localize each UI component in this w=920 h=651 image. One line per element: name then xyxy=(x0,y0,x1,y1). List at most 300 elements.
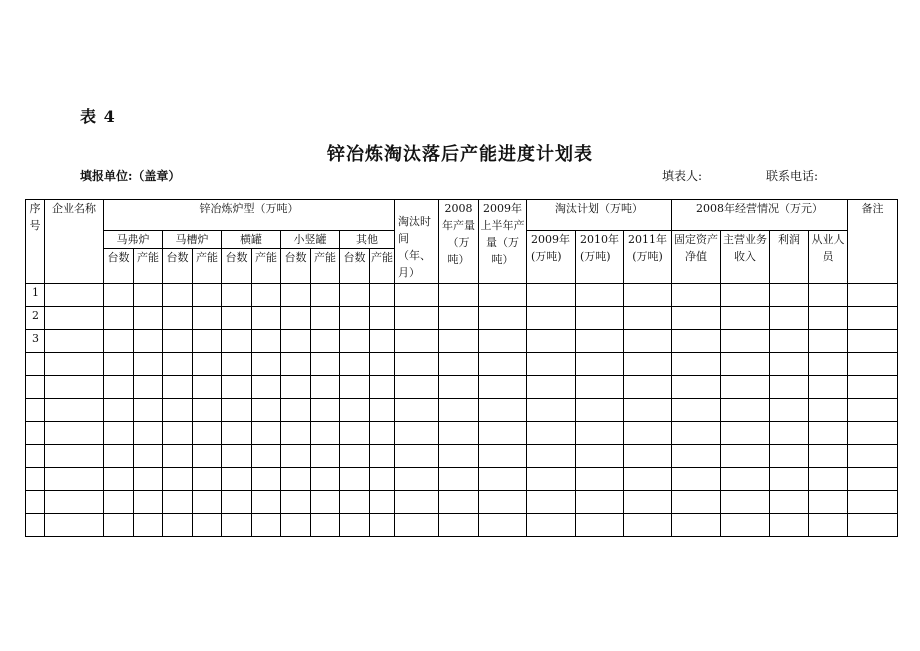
table-cell[interactable] xyxy=(721,468,770,491)
table-cell[interactable] xyxy=(134,514,163,537)
table-cell[interactable] xyxy=(193,307,222,330)
row-number[interactable] xyxy=(26,491,45,514)
furnace-type-header: 其他 xyxy=(340,231,395,249)
table-cell[interactable] xyxy=(193,284,222,307)
table-cell[interactable] xyxy=(281,330,311,353)
table-cell[interactable] xyxy=(193,514,222,537)
table-cell[interactable] xyxy=(576,491,624,514)
table-cell[interactable] xyxy=(193,353,222,376)
table-cell[interactable] xyxy=(439,284,479,307)
table-cell[interactable] xyxy=(848,445,898,468)
table-cell[interactable] xyxy=(340,445,370,468)
table-cell[interactable] xyxy=(576,514,624,537)
table-cell[interactable] xyxy=(848,376,898,399)
table-cell[interactable] xyxy=(672,399,721,422)
table-cell[interactable] xyxy=(479,468,527,491)
table-cell[interactable] xyxy=(527,399,576,422)
table-cell[interactable] xyxy=(104,445,134,468)
table-cell[interactable] xyxy=(721,376,770,399)
table-row xyxy=(26,307,898,330)
table-cell[interactable] xyxy=(624,284,672,307)
table-cell[interactable] xyxy=(672,353,721,376)
table-cell[interactable] xyxy=(439,330,479,353)
row-number[interactable] xyxy=(26,353,45,376)
table-cell[interactable] xyxy=(395,353,439,376)
table-body xyxy=(26,284,898,537)
plan-2009-header: 2009年(万吨) xyxy=(527,231,576,284)
table-cell[interactable] xyxy=(370,445,395,468)
table-cell[interactable] xyxy=(163,376,193,399)
table-cell[interactable] xyxy=(527,491,576,514)
table-cell[interactable] xyxy=(395,468,439,491)
table-cell[interactable] xyxy=(340,353,370,376)
table-cell[interactable] xyxy=(809,330,848,353)
count-header: 台数 xyxy=(163,249,193,284)
table-cell[interactable] xyxy=(340,468,370,491)
table-cell[interactable] xyxy=(134,445,163,468)
table-cell[interactable] xyxy=(370,514,395,537)
table-cell[interactable] xyxy=(252,514,281,537)
table-cell[interactable] xyxy=(45,284,104,307)
table-cell[interactable] xyxy=(252,491,281,514)
phone-label: 联系电话: xyxy=(766,169,819,183)
table-cell[interactable] xyxy=(848,422,898,445)
table-cell[interactable] xyxy=(134,330,163,353)
table-cell[interactable] xyxy=(721,307,770,330)
table-cell[interactable] xyxy=(721,514,770,537)
table-cell[interactable] xyxy=(340,307,370,330)
table-cell[interactable] xyxy=(479,376,527,399)
table-cell[interactable] xyxy=(672,491,721,514)
company-header: 企业名称 xyxy=(45,200,104,284)
table-cell[interactable] xyxy=(163,330,193,353)
table-cell[interactable] xyxy=(395,376,439,399)
table-cell[interactable] xyxy=(252,376,281,399)
table-cell[interactable] xyxy=(163,514,193,537)
table-cell[interactable] xyxy=(104,284,134,307)
table-cell[interactable] xyxy=(809,284,848,307)
table-cell[interactable] xyxy=(340,376,370,399)
table-cell[interactable] xyxy=(163,353,193,376)
table-cell[interactable] xyxy=(252,468,281,491)
table-cell[interactable] xyxy=(134,468,163,491)
table-cell[interactable] xyxy=(770,514,809,537)
table-cell[interactable] xyxy=(848,399,898,422)
table-cell[interactable] xyxy=(311,445,340,468)
table-cell[interactable] xyxy=(134,376,163,399)
table-cell[interactable] xyxy=(395,514,439,537)
fill-unit-label: 填报单位:（盖章） xyxy=(80,169,181,183)
table-cell[interactable] xyxy=(340,284,370,307)
table-cell[interactable] xyxy=(848,353,898,376)
table-cell[interactable] xyxy=(163,468,193,491)
plan-table xyxy=(25,199,898,537)
table-cell[interactable] xyxy=(527,468,576,491)
table-cell[interactable] xyxy=(624,491,672,514)
table-cell[interactable] xyxy=(370,491,395,514)
capacity-header: 产能 xyxy=(252,249,281,284)
table-cell[interactable] xyxy=(809,353,848,376)
furnace-type-header: 小竖罐 xyxy=(281,231,340,249)
row-number[interactable] xyxy=(26,514,45,537)
table-cell[interactable] xyxy=(104,491,134,514)
table-cell[interactable] xyxy=(281,491,311,514)
ops-group-header: 2008年经营情况（万元） xyxy=(672,200,848,231)
table-cell[interactable] xyxy=(672,445,721,468)
table-cell[interactable] xyxy=(672,330,721,353)
table-cell[interactable] xyxy=(222,353,252,376)
table-cell[interactable] xyxy=(340,491,370,514)
table-row xyxy=(26,491,898,514)
table-cell[interactable] xyxy=(770,330,809,353)
table-cell[interactable] xyxy=(770,376,809,399)
table-cell[interactable] xyxy=(163,445,193,468)
plan-2011-header: 2011年(万吨) xyxy=(624,231,672,284)
output-2009h1-header: 2009年上半年产量（万吨） xyxy=(479,200,527,284)
table-cell[interactable] xyxy=(252,307,281,330)
table-cell[interactable] xyxy=(222,330,252,353)
table-row xyxy=(26,514,898,537)
table-cell[interactable] xyxy=(311,330,340,353)
table-cell[interactable] xyxy=(193,330,222,353)
furnace-type-header: 马弗炉 xyxy=(104,231,163,249)
table-cell[interactable] xyxy=(479,307,527,330)
row-number[interactable] xyxy=(26,445,45,468)
table-cell[interactable] xyxy=(439,353,479,376)
table-cell[interactable] xyxy=(624,353,672,376)
remarks-header: 备注 xyxy=(848,200,898,284)
table-cell[interactable] xyxy=(479,284,527,307)
table-cell[interactable] xyxy=(134,399,163,422)
table-cell[interactable] xyxy=(624,399,672,422)
table-cell[interactable] xyxy=(770,468,809,491)
table-cell[interactable] xyxy=(672,376,721,399)
table-cell[interactable] xyxy=(370,330,395,353)
table-cell[interactable] xyxy=(848,468,898,491)
table-cell[interactable] xyxy=(395,284,439,307)
table-cell[interactable] xyxy=(395,330,439,353)
table-cell[interactable] xyxy=(527,376,576,399)
table-cell[interactable] xyxy=(672,468,721,491)
table-cell[interactable] xyxy=(104,307,134,330)
table-cell[interactable] xyxy=(848,307,898,330)
table-cell[interactable] xyxy=(770,353,809,376)
table-cell[interactable] xyxy=(439,491,479,514)
count-header: 台数 xyxy=(222,249,252,284)
table-cell[interactable] xyxy=(252,353,281,376)
table-cell[interactable] xyxy=(721,284,770,307)
table-cell[interactable] xyxy=(439,422,479,445)
furnace-type-header: 马槽炉 xyxy=(163,231,222,249)
table-cell[interactable] xyxy=(721,399,770,422)
count-header: 台数 xyxy=(281,249,311,284)
table-cell[interactable] xyxy=(252,422,281,445)
table-cell[interactable] xyxy=(340,422,370,445)
table-cell[interactable] xyxy=(721,491,770,514)
table-cell[interactable] xyxy=(163,491,193,514)
row-number[interactable] xyxy=(26,376,45,399)
table-row xyxy=(26,353,898,376)
table-cell[interactable] xyxy=(163,307,193,330)
table-cell[interactable] xyxy=(721,330,770,353)
table-cell[interactable] xyxy=(45,468,104,491)
table-cell[interactable] xyxy=(163,422,193,445)
table-cell[interactable] xyxy=(624,468,672,491)
table-cell[interactable] xyxy=(672,422,721,445)
table-cell[interactable] xyxy=(672,307,721,330)
table-cell[interactable] xyxy=(770,445,809,468)
table-cell[interactable] xyxy=(45,422,104,445)
table-cell[interactable] xyxy=(222,399,252,422)
table-cell[interactable] xyxy=(45,491,104,514)
table-cell[interactable] xyxy=(370,376,395,399)
plan-group-header: 淘汰计划（万吨） xyxy=(527,200,672,231)
seq-header: 序号 xyxy=(26,200,45,284)
table-cell[interactable] xyxy=(281,353,311,376)
table-cell[interactable] xyxy=(439,445,479,468)
table-cell[interactable] xyxy=(479,422,527,445)
table-cell[interactable] xyxy=(770,422,809,445)
table-cell[interactable] xyxy=(370,307,395,330)
table-cell[interactable] xyxy=(576,422,624,445)
table-cell[interactable] xyxy=(809,399,848,422)
table-cell[interactable] xyxy=(624,376,672,399)
table-cell[interactable] xyxy=(222,422,252,445)
table-cell[interactable] xyxy=(576,445,624,468)
table-cell[interactable] xyxy=(624,445,672,468)
table-cell[interactable] xyxy=(527,353,576,376)
table-cell[interactable] xyxy=(311,491,340,514)
capacity-header: 产能 xyxy=(370,249,395,284)
table-cell[interactable] xyxy=(134,353,163,376)
table-cell[interactable] xyxy=(134,491,163,514)
table-cell[interactable] xyxy=(479,491,527,514)
table-cell[interactable] xyxy=(395,445,439,468)
row-number[interactable] xyxy=(26,468,45,491)
table-row xyxy=(26,284,898,307)
revenue-header: 主营业务收入 xyxy=(721,231,770,284)
table-cell[interactable] xyxy=(770,491,809,514)
table-cell[interactable] xyxy=(809,445,848,468)
table-cell[interactable] xyxy=(809,376,848,399)
table-cell[interactable] xyxy=(370,284,395,307)
table-row xyxy=(26,399,898,422)
table-cell[interactable] xyxy=(770,284,809,307)
table-cell[interactable] xyxy=(809,422,848,445)
profit-header: 利润 xyxy=(770,231,809,284)
row-number[interactable]: 2 xyxy=(26,307,45,330)
table-cell[interactable] xyxy=(104,468,134,491)
output-2008-header: 2008年产量（万吨） xyxy=(439,200,479,284)
table-cell[interactable] xyxy=(479,330,527,353)
table-cell[interactable] xyxy=(104,353,134,376)
table-cell[interactable] xyxy=(222,468,252,491)
table-cell[interactable] xyxy=(576,468,624,491)
capacity-header: 产能 xyxy=(193,249,222,284)
table-cell[interactable] xyxy=(340,399,370,422)
table-header xyxy=(26,200,898,284)
table-row xyxy=(26,468,898,491)
table-cell[interactable] xyxy=(222,307,252,330)
table-cell[interactable] xyxy=(527,514,576,537)
table-cell[interactable] xyxy=(311,284,340,307)
table-cell[interactable] xyxy=(281,284,311,307)
table-cell[interactable] xyxy=(576,353,624,376)
eliminate-time-header: 淘汰时间（年、月） xyxy=(395,200,439,284)
table-cell[interactable] xyxy=(370,422,395,445)
table-cell[interactable] xyxy=(193,399,222,422)
table-cell[interactable] xyxy=(134,284,163,307)
table-number: 表 4 xyxy=(80,107,116,126)
row-number[interactable]: 1 xyxy=(26,284,45,307)
table-cell[interactable] xyxy=(672,514,721,537)
table-cell[interactable] xyxy=(370,353,395,376)
count-header: 台数 xyxy=(104,249,134,284)
table-cell[interactable] xyxy=(848,491,898,514)
table-cell[interactable] xyxy=(576,307,624,330)
table-cell[interactable] xyxy=(770,307,809,330)
table-row xyxy=(26,376,898,399)
table-cell[interactable] xyxy=(340,330,370,353)
table-cell[interactable] xyxy=(809,491,848,514)
table-cell[interactable] xyxy=(281,468,311,491)
furnace-type-header: 横罐 xyxy=(222,231,281,249)
table-cell[interactable] xyxy=(370,399,395,422)
table-cell[interactable] xyxy=(104,422,134,445)
table-cell[interactable] xyxy=(624,330,672,353)
table-cell[interactable] xyxy=(104,330,134,353)
table-cell[interactable] xyxy=(134,307,163,330)
table-cell[interactable] xyxy=(576,376,624,399)
table-cell[interactable] xyxy=(311,468,340,491)
table-cell[interactable] xyxy=(193,445,222,468)
table-cell[interactable] xyxy=(340,514,370,537)
table-cell[interactable] xyxy=(809,307,848,330)
table-cell[interactable] xyxy=(311,399,340,422)
table-cell[interactable] xyxy=(134,422,163,445)
table-cell[interactable] xyxy=(45,376,104,399)
table-cell[interactable] xyxy=(104,514,134,537)
table-cell[interactable] xyxy=(281,422,311,445)
table-cell[interactable] xyxy=(395,422,439,445)
row-number[interactable]: 3 xyxy=(26,330,45,353)
table-cell[interactable] xyxy=(848,330,898,353)
table-cell[interactable] xyxy=(45,514,104,537)
count-header: 台数 xyxy=(340,249,370,284)
table-cell[interactable] xyxy=(527,307,576,330)
table-cell[interactable] xyxy=(252,330,281,353)
table-row xyxy=(26,330,898,353)
table-row xyxy=(26,445,898,468)
table-cell[interactable] xyxy=(624,514,672,537)
table-cell[interactable] xyxy=(721,353,770,376)
table-cell[interactable] xyxy=(252,284,281,307)
table-cell[interactable] xyxy=(479,445,527,468)
row-number[interactable] xyxy=(26,399,45,422)
table-cell[interactable] xyxy=(479,514,527,537)
table-cell[interactable] xyxy=(222,491,252,514)
table-cell[interactable] xyxy=(45,307,104,330)
table-cell[interactable] xyxy=(770,399,809,422)
table-cell[interactable] xyxy=(311,307,340,330)
table-cell[interactable] xyxy=(672,284,721,307)
table-cell[interactable] xyxy=(193,468,222,491)
table-row xyxy=(26,422,898,445)
table-cell[interactable] xyxy=(395,491,439,514)
table-cell[interactable] xyxy=(527,445,576,468)
table-cell[interactable] xyxy=(222,376,252,399)
employees-header: 从业人员 xyxy=(809,231,848,284)
table-cell[interactable] xyxy=(193,422,222,445)
table-cell[interactable] xyxy=(163,399,193,422)
table-cell[interactable] xyxy=(624,422,672,445)
table-cell[interactable] xyxy=(281,307,311,330)
table-cell[interactable] xyxy=(848,514,898,537)
plan-2010-header: 2010年(万吨) xyxy=(576,231,624,284)
table-cell[interactable] xyxy=(193,376,222,399)
table-cell[interactable] xyxy=(624,307,672,330)
table-cell[interactable] xyxy=(439,514,479,537)
table-cell[interactable] xyxy=(252,445,281,468)
table-cell[interactable] xyxy=(311,422,340,445)
table-cell[interactable] xyxy=(479,353,527,376)
furnace-group-header: 锌冶炼炉型（万吨） xyxy=(104,200,395,231)
table-cell[interactable] xyxy=(311,514,340,537)
table-cell[interactable] xyxy=(439,376,479,399)
table-cell[interactable] xyxy=(193,491,222,514)
table-cell[interactable] xyxy=(439,399,479,422)
table-cell[interactable] xyxy=(45,353,104,376)
table-cell[interactable] xyxy=(527,422,576,445)
table-cell[interactable] xyxy=(45,330,104,353)
table-cell[interactable] xyxy=(222,284,252,307)
table-cell[interactable] xyxy=(252,399,281,422)
table-cell[interactable] xyxy=(370,468,395,491)
table-cell[interactable] xyxy=(281,376,311,399)
table-cell[interactable] xyxy=(527,284,576,307)
table-cell[interactable] xyxy=(104,376,134,399)
table-cell[interactable] xyxy=(281,399,311,422)
table-cell[interactable] xyxy=(163,284,193,307)
fixed-assets-header: 固定资产净值 xyxy=(672,231,721,284)
table-cell[interactable] xyxy=(281,514,311,537)
table-cell[interactable] xyxy=(809,468,848,491)
table-cell[interactable] xyxy=(576,399,624,422)
table-cell[interactable] xyxy=(809,514,848,537)
table-cell[interactable] xyxy=(222,445,252,468)
capacity-header: 产能 xyxy=(311,249,340,284)
row-number[interactable] xyxy=(26,422,45,445)
table-cell[interactable] xyxy=(479,399,527,422)
table-cell[interactable] xyxy=(45,399,104,422)
table-cell[interactable] xyxy=(721,422,770,445)
table-cell[interactable] xyxy=(576,330,624,353)
table-cell[interactable] xyxy=(395,399,439,422)
table-cell[interactable] xyxy=(311,376,340,399)
table-cell[interactable] xyxy=(439,468,479,491)
table-cell[interactable] xyxy=(311,353,340,376)
table-cell[interactable] xyxy=(439,307,479,330)
table-cell[interactable] xyxy=(281,445,311,468)
table-cell[interactable] xyxy=(222,514,252,537)
table-cell[interactable] xyxy=(576,284,624,307)
table-cell[interactable] xyxy=(527,330,576,353)
table-cell[interactable] xyxy=(395,307,439,330)
table-cell[interactable] xyxy=(45,445,104,468)
table-cell[interactable] xyxy=(104,399,134,422)
table-cell[interactable] xyxy=(721,445,770,468)
table-cell[interactable] xyxy=(848,284,898,307)
